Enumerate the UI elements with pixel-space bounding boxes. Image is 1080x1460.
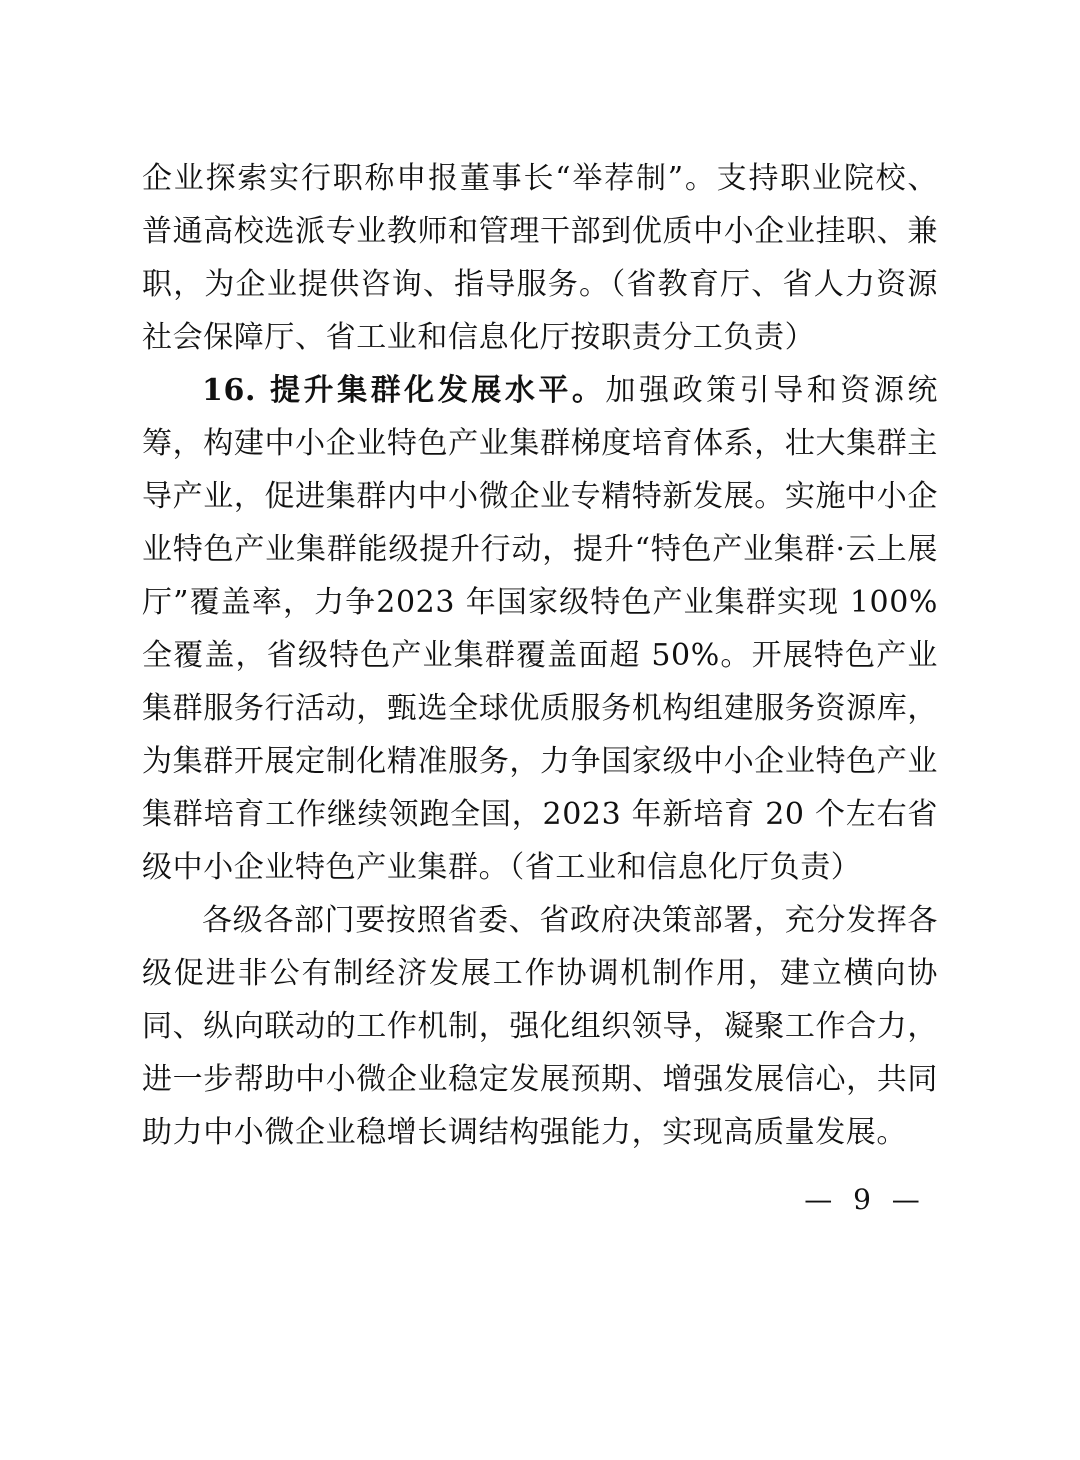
document-body: [142, 152, 938, 1159]
page-number: — 9 —: [804, 1183, 926, 1216]
item-heading: 16. 提升集群化发展水平。: [202, 373, 606, 408]
paragraph-text: 加强政策引导和资源统筹，构建中小企业特色产业集群梯度培育体系，壮大集群主导产业，促进集群内中小微企业专精特新发展。实施中小企业特色产业集群能级提升行动，提升“特色产业集群·云上展厅”覆盖率，力争2023 年国家级特色产业集群实现 100% 全覆盖，省级特色产业集群覆盖面超 50%。开展特色产业集群服务行活动，甄选全球优质服务机构组建服务资源库，为集群开展定制化精准服务，力争国家级中小企业特色产业集群培育工作继续领跑全国，2023 年新培育 20 个左右省级中小企业特色产业集群。（省工业和信息化厅负责）: [142, 373, 938, 885]
paragraph-text: 企业探索实行职称申报董事长“举荐制”。支持职业院校、普通高校选派专业教师和管理干部到优质中小企业挂职、兼职，为企业提供咨询、指导服务。（省教育厅、省人力资源社会保障厅、省工业和信息化厅按职责分工负责）: [142, 161, 938, 355]
paragraph-text: 各级各部门要按照省委、省政府决策部署，充分发挥各级促进非公有制经济发展工作协调机制作用，建立横向协同、纵向联动的工作机制，强化组织领导，凝聚工作合力，进一步帮助中小微企业稳定发展预期、增强发展信心，共同助力中小微企业稳增长调结构强能力，实现高质量发展。: [142, 903, 938, 1150]
paragraph-conclusion: [142, 894, 938, 1159]
paragraph-item-16: [142, 364, 938, 894]
paragraph-continuation: [142, 152, 938, 364]
